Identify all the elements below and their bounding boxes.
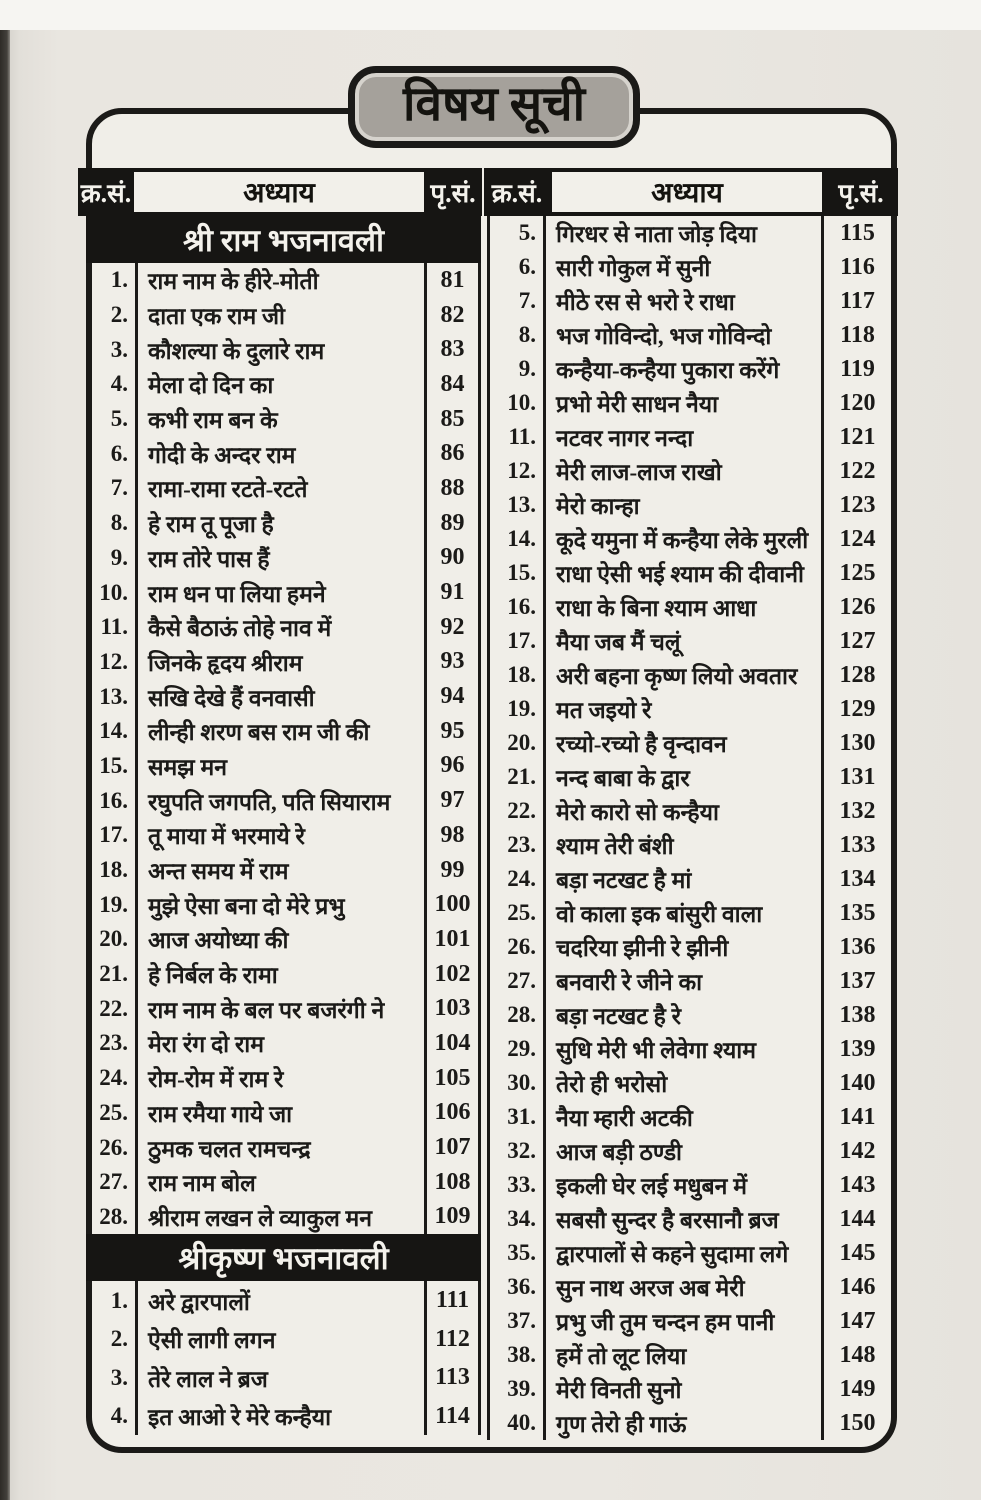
toc-row (92, 610, 478, 645)
toc-row-page: 109 (424, 1200, 478, 1235)
toc-row-page: 115 (821, 216, 891, 250)
toc-row (92, 1096, 478, 1131)
toc-table-left (92, 216, 481, 1435)
toc-row-page: 131 (821, 760, 891, 794)
toc-row-page: 112 (424, 1320, 478, 1359)
toc-row-page: 118 (821, 318, 891, 352)
toc-row (490, 828, 891, 862)
toc-row (490, 1100, 891, 1134)
toc-row-title: ऐसी लागी लगन (148, 1328, 276, 1353)
toc-row-title: राम नाम के हीरे-मोती (148, 269, 319, 295)
toc-row-title: मेला दो दिन का (148, 373, 274, 399)
toc-row-page: 127 (821, 624, 891, 658)
toc-row-page: 136 (821, 930, 891, 964)
toc-row-page: 138 (821, 998, 891, 1032)
toc-row-serial: 25. (92, 1096, 138, 1131)
toc-row-serial: 22. (92, 991, 138, 1026)
toc-row (490, 1304, 891, 1338)
toc-row-serial: 5. (92, 402, 138, 437)
toc-row (92, 887, 478, 922)
toc-row-serial: 27. (490, 964, 546, 998)
toc-row-page: 113 (424, 1358, 478, 1397)
toc-row-serial: 8. (490, 318, 546, 352)
toc-row (490, 1032, 891, 1066)
toc-row-title: तेरो ही भरोसो (556, 1072, 668, 1097)
left-header-chapter-box (134, 172, 424, 212)
toc-row-page: 114 (424, 1397, 478, 1436)
toc-row-serial: 29. (490, 1032, 546, 1066)
toc-row-title: श्याम तेरी बंशी (556, 834, 674, 859)
toc-row-serial: 16. (490, 590, 546, 624)
toc-row-page: 107 (424, 1130, 478, 1165)
toc-row-serial: 14. (92, 714, 138, 749)
right-header-chapter-box (552, 172, 822, 212)
toc-row-title: इत आओ रे मेरे कन्हैया (148, 1405, 332, 1430)
toc-row-page: 117 (821, 284, 891, 318)
toc-row-serial: 2. (92, 298, 138, 333)
toc-row (490, 1202, 891, 1236)
toc-row (92, 332, 478, 367)
toc-row-page: 146 (821, 1270, 891, 1304)
toc-row-serial: 12. (92, 645, 138, 680)
toc-row-title: भज गोविन्दो, भज गोविन्दो (556, 324, 772, 349)
toc-row-title: रामा-रामा रटते-रटते (148, 477, 308, 503)
toc-row-title: बड़ा नटखट है मां (556, 868, 692, 893)
toc-row (92, 575, 478, 610)
toc-row-title: गुण तेरो ही गाऊं (556, 1412, 687, 1437)
toc-row-serial: 28. (92, 1200, 138, 1235)
toc-row-serial: 21. (490, 760, 546, 794)
toc-row-page: 101 (424, 922, 478, 957)
left-header-page: पृ.सं. (430, 179, 476, 208)
toc-row-page: 92 (424, 610, 478, 645)
toc-row-title: वो काला इक बांसुरी वाला (556, 902, 763, 927)
toc-row-page: 86 (424, 436, 478, 471)
toc-row (92, 991, 478, 1026)
toc-row-serial: 33. (490, 1168, 546, 1202)
toc-row-page: 103 (424, 991, 478, 1026)
toc-row-title: राधा ऐसी भई श्याम की दीवानी (556, 562, 804, 587)
toc-row-title: समझ मन (148, 754, 227, 780)
toc-row-serial: 32. (490, 1134, 546, 1168)
toc-row-title: श्रीराम लखन ले व्याकुल मन (148, 1205, 373, 1231)
page-title-box (348, 66, 640, 148)
page-title: विषय सूची (402, 78, 586, 131)
toc-row (92, 263, 478, 298)
toc-row-page: 135 (821, 896, 891, 930)
toc-row-title: राम रमैया गाये जा (148, 1101, 293, 1127)
toc-row-page: 94 (424, 679, 478, 714)
toc-row-page: 147 (821, 1304, 891, 1338)
toc-row-title: तेरे लाल ने ब्रज (148, 1366, 268, 1392)
toc-row-page: 133 (821, 828, 891, 862)
toc-row-serial: 12. (490, 454, 546, 488)
toc-row-title: हमें तो लूट लिया (556, 1344, 687, 1369)
toc-row-title: प्रभु जी तुम चन्दन हम पानी (556, 1310, 775, 1335)
toc-row (490, 318, 891, 352)
toc-row (490, 1406, 891, 1440)
toc-row-serial: 18. (92, 853, 138, 888)
toc-row-serial: 27. (92, 1165, 138, 1200)
toc-row-page: 90 (424, 541, 478, 576)
toc-row-title: सुन नाथ अरज अब मेरी (556, 1276, 745, 1301)
toc-row (490, 454, 891, 488)
toc-row-title: अन्त समय में राम (148, 859, 289, 885)
toc-row-title: नैया म्हारी अटकी (556, 1106, 693, 1131)
toc-row (92, 1165, 478, 1200)
toc-row-serial: 2. (92, 1320, 138, 1359)
right-header-page: पृ.सं. (838, 179, 884, 208)
toc-row-page: 126 (821, 590, 891, 624)
toc-row-serial: 31. (490, 1100, 546, 1134)
toc-row-title: बड़ा नटखट है रे (556, 1004, 682, 1029)
toc-row (490, 930, 891, 964)
toc-row-title: आज बड़ी ठण्डी (556, 1140, 683, 1165)
toc-row-page: 128 (821, 658, 891, 692)
toc-row-title: गोदी के अन्दर राम (148, 442, 296, 468)
toc-row-page: 148 (821, 1338, 891, 1372)
toc-row-serial: 23. (92, 1026, 138, 1061)
toc-row-serial: 14. (490, 522, 546, 556)
toc-row-serial: 13. (92, 679, 138, 714)
toc-row (490, 964, 891, 998)
toc-row-serial: 5. (490, 216, 546, 250)
toc-row (490, 352, 891, 386)
toc-row-serial: 15. (92, 749, 138, 784)
toc-row-page: 91 (424, 575, 478, 610)
toc-row-page: 106 (424, 1096, 478, 1131)
toc-row (490, 1168, 891, 1202)
toc-row-title: तू माया में भरमाये रे (148, 824, 305, 850)
toc-row-title: कभी राम बन के (148, 408, 278, 434)
toc-row-title: कन्हैया-कन्हैया पुकारा करेंगे (556, 358, 780, 383)
toc-row-page: 129 (821, 692, 891, 726)
right-header-chapter: अध्याय (651, 178, 723, 209)
toc-row (92, 679, 478, 714)
toc-row (92, 749, 478, 784)
toc-row-serial: 4. (92, 1397, 138, 1436)
toc-row-serial: 15. (490, 556, 546, 590)
toc-row (92, 471, 478, 506)
toc-row-page: 139 (821, 1032, 891, 1066)
toc-row-serial: 16. (92, 783, 138, 818)
toc-row-serial: 37. (490, 1304, 546, 1338)
toc-row-serial: 3. (92, 1358, 138, 1397)
toc-row-title: मेरो कारो सो कन्हैया (556, 800, 719, 825)
toc-row (92, 1026, 478, 1061)
toc-row-page: 120 (821, 386, 891, 420)
toc-row-title: कैसे बैठाऊं तोहे नाव में (148, 616, 332, 642)
toc-row (92, 645, 478, 680)
toc-row-title: दाता एक राम जी (148, 304, 286, 330)
toc-row-serial: 26. (92, 1130, 138, 1165)
toc-row (490, 386, 891, 420)
toc-row-page: 96 (424, 749, 478, 784)
toc-row-serial: 21. (92, 957, 138, 992)
toc-row-serial: 1. (92, 1281, 138, 1320)
toc-row-page: 99 (424, 853, 478, 888)
toc-row (490, 216, 891, 250)
toc-row-title: कौशल्या के दुलारे राम (148, 338, 325, 364)
toc-row-serial: 6. (490, 250, 546, 284)
toc-row (92, 1281, 478, 1320)
toc-row-serial: 28. (490, 998, 546, 1032)
toc-row-title: गिरधर से नाता जोड़ दिया (556, 222, 757, 247)
toc-row-page: 100 (424, 887, 478, 922)
toc-row-page: 132 (821, 794, 891, 828)
toc-row-serial: 17. (490, 624, 546, 658)
toc-row-serial: 38. (490, 1338, 546, 1372)
toc-row-title: मैया जब मैं चलूं (556, 630, 681, 655)
toc-row-title: जिनके हृदय श्रीराम (148, 650, 303, 676)
toc-row (490, 760, 891, 794)
toc-row-serial: 10. (490, 386, 546, 420)
toc-row-serial: 11. (490, 420, 546, 454)
toc-row-title: आज अयोध्या की (148, 928, 289, 954)
toc-row-page: 102 (424, 957, 478, 992)
toc-row-serial: 4. (92, 367, 138, 402)
toc-row-page: 124 (821, 522, 891, 556)
toc-row-page: 89 (424, 506, 478, 541)
toc-row (490, 1236, 891, 1270)
toc-row-serial: 34. (490, 1202, 546, 1236)
toc-row-title: द्वारपालों से कहने सुदामा लगे (556, 1242, 789, 1267)
toc-row-page: 93 (424, 645, 478, 680)
toc-row-title: नन्द बाबा के द्वार (556, 766, 690, 791)
toc-row-page: 125 (821, 556, 891, 590)
toc-row-title: मुझे ऐसा बना दो मेरे प्रभु (148, 893, 345, 919)
toc-row (92, 1320, 478, 1359)
toc-row (92, 783, 478, 818)
toc-row-title: मत जइयो रे (556, 698, 652, 723)
toc-row-title: सबसौ सुन्दर है बरसानौ ब्रज (556, 1208, 779, 1233)
toc-row (92, 541, 478, 576)
toc-row (92, 922, 478, 957)
toc-row (490, 896, 891, 930)
toc-row-title: मेरी लाज-लाज राखो (556, 460, 722, 485)
toc-row-title: राधा के बिना श्याम आधा (556, 596, 757, 621)
toc-row (490, 522, 891, 556)
toc-row-page: 140 (821, 1066, 891, 1100)
toc-row-page: 111 (424, 1281, 478, 1320)
toc-row-page: 105 (424, 1061, 478, 1096)
toc-row-page: 145 (821, 1236, 891, 1270)
toc-row (490, 590, 891, 624)
toc-row-serial: 26. (490, 930, 546, 964)
toc-row-serial: 17. (92, 818, 138, 853)
toc-row (490, 726, 891, 760)
toc-row-page: 83 (424, 332, 478, 367)
toc-row (92, 853, 478, 888)
toc-row-serial: 35. (490, 1236, 546, 1270)
toc-row-page: 98 (424, 818, 478, 853)
toc-row-page: 88 (424, 471, 478, 506)
toc-row-page: 142 (821, 1134, 891, 1168)
toc-row-title: ठुमक चलत रामचन्द्र (148, 1136, 311, 1162)
toc-row-serial: 24. (92, 1061, 138, 1096)
toc-row-page: 104 (424, 1026, 478, 1061)
toc-row-title: इकली घेर लई मधुबन में (556, 1174, 747, 1199)
toc-row-title: रच्यो-रच्यो है वृन्दावन (556, 732, 727, 757)
toc-row-serial: 6. (92, 436, 138, 471)
toc-row-page: 85 (424, 402, 478, 437)
toc-row-title: सुधि मेरी भी लेवेगा श्याम (556, 1038, 757, 1063)
toc-row-title: सखि देखे हैं वनवासी (148, 685, 315, 711)
toc-row-serial: 10. (92, 575, 138, 610)
toc-row (92, 957, 478, 992)
toc-row-serial: 9. (490, 352, 546, 386)
toc-row-title: मेरो कान्हा (556, 494, 640, 519)
toc-row-serial: 19. (92, 887, 138, 922)
toc-row-page: 134 (821, 862, 891, 896)
toc-row-serial: 9. (92, 541, 138, 576)
toc-row (92, 1358, 478, 1397)
toc-row-page: 81 (424, 263, 478, 298)
toc-row-title: कूदे यमुना में कन्हैया लेके मुरली (556, 528, 809, 553)
toc-row (92, 1200, 478, 1235)
toc-row-serial: 13. (490, 488, 546, 522)
toc-row (92, 402, 478, 437)
toc-row (92, 436, 478, 471)
toc-row (490, 284, 891, 318)
toc-row (490, 658, 891, 692)
toc-row (92, 298, 478, 333)
toc-row-page: 130 (821, 726, 891, 760)
toc-row-serial: 36. (490, 1270, 546, 1304)
toc-row (490, 1270, 891, 1304)
toc-row (490, 420, 891, 454)
toc-row-page: 137 (821, 964, 891, 998)
toc-table-right (487, 216, 891, 1440)
toc-row-title: राम नाम के बल पर बजरंगी ने (148, 997, 385, 1023)
toc-row (92, 1061, 478, 1096)
toc-row-page: 123 (821, 488, 891, 522)
toc-row-page: 121 (821, 420, 891, 454)
toc-row-serial: 22. (490, 794, 546, 828)
toc-row-serial: 25. (490, 896, 546, 930)
toc-row-serial: 1. (92, 263, 138, 298)
toc-row (92, 1130, 478, 1165)
toc-row (490, 1372, 891, 1406)
toc-row-page: 84 (424, 367, 478, 402)
toc-row-page: 95 (424, 714, 478, 749)
toc-row (92, 506, 478, 541)
toc-row-serial: 23. (490, 828, 546, 862)
toc-row-title: हे राम तू पूजा है (148, 512, 274, 538)
toc-row-page: 143 (821, 1168, 891, 1202)
toc-row-title: चदरिया झीनी रे झीनी (556, 936, 729, 961)
toc-row-serial: 24. (490, 862, 546, 896)
toc-row-title: प्रभो मेरी साधन नैया (556, 392, 719, 417)
toc-row (490, 488, 891, 522)
toc-row-title: राम तोरे पास हैं (148, 546, 270, 572)
left-header-chapter: अध्याय (243, 178, 315, 209)
toc-row-title: सारी गोकुल में सुनी (556, 256, 711, 281)
toc-row-title: राम धन पा लिया हमने (148, 581, 326, 607)
toc-row-serial: 20. (92, 922, 138, 957)
toc-row-serial: 11. (92, 610, 138, 645)
toc-row (490, 692, 891, 726)
toc-row-title: राम नाम बोल (148, 1171, 256, 1197)
left-header-serial: क्र.सं. (80, 179, 132, 208)
toc-row (92, 367, 478, 402)
book-spine-shadow (0, 30, 10, 1500)
toc-row-title: लीन्ही शरण बस राम जी की (148, 720, 370, 746)
toc-row (490, 250, 891, 284)
toc-row-serial: 30. (490, 1066, 546, 1100)
toc-row-title: बनवारी रे जीने का (556, 970, 703, 995)
toc-row (490, 1338, 891, 1372)
toc-row (490, 624, 891, 658)
toc-row-page: 97 (424, 783, 478, 818)
toc-row-serial: 7. (92, 471, 138, 506)
toc-row-page: 119 (821, 352, 891, 386)
toc-row-serial: 39. (490, 1372, 546, 1406)
toc-row-title: रघुपति जगपति, पति सियाराम (148, 789, 391, 815)
toc-row-serial: 8. (92, 506, 138, 541)
toc-row (490, 794, 891, 828)
toc-row-serial: 19. (490, 692, 546, 726)
toc-row-title: मेरा रंग दो राम (148, 1032, 265, 1058)
toc-row-title: रोम-रोम में राम रे (148, 1067, 284, 1093)
toc-row-page: 150 (821, 1406, 891, 1440)
toc-row-page: 82 (424, 298, 478, 333)
toc-row-page: 144 (821, 1202, 891, 1236)
toc-row-page: 149 (821, 1372, 891, 1406)
toc-row (490, 556, 891, 590)
section-heading: श्रीकृष्ण भजनावली (86, 1234, 481, 1281)
section-heading: श्री राम भजनावली (86, 216, 481, 263)
toc-row-page: 116 (821, 250, 891, 284)
toc-row (92, 714, 478, 749)
toc-row (490, 1134, 891, 1168)
toc-row (490, 862, 891, 896)
toc-row (490, 1066, 891, 1100)
toc-row-serial: 20. (490, 726, 546, 760)
toc-row-serial: 7. (490, 284, 546, 318)
toc-row-serial: 3. (92, 332, 138, 367)
right-header-serial: क्र.सं. (491, 179, 543, 208)
toc-row (490, 998, 891, 1032)
toc-row (92, 1397, 478, 1436)
toc-row-page: 108 (424, 1165, 478, 1200)
toc-row-serial: 18. (490, 658, 546, 692)
toc-row-title: अरी बहना कृष्ण लियो अवतार (556, 664, 798, 689)
toc-row-serial: 40. (490, 1406, 546, 1440)
toc-row-title: हे निर्बल के रामा (148, 963, 278, 989)
toc-row-title: अरे द्वारपालों (148, 1289, 250, 1315)
toc-row-title: मेरी विनती सुनो (556, 1378, 682, 1403)
toc-row-page: 122 (821, 454, 891, 488)
toc-row-title: नटवर नागर नन्दा (556, 426, 694, 451)
toc-row (92, 818, 478, 853)
toc-row-page: 141 (821, 1100, 891, 1134)
toc-row-title: मीठे रस से भरो रे राधा (556, 290, 735, 315)
